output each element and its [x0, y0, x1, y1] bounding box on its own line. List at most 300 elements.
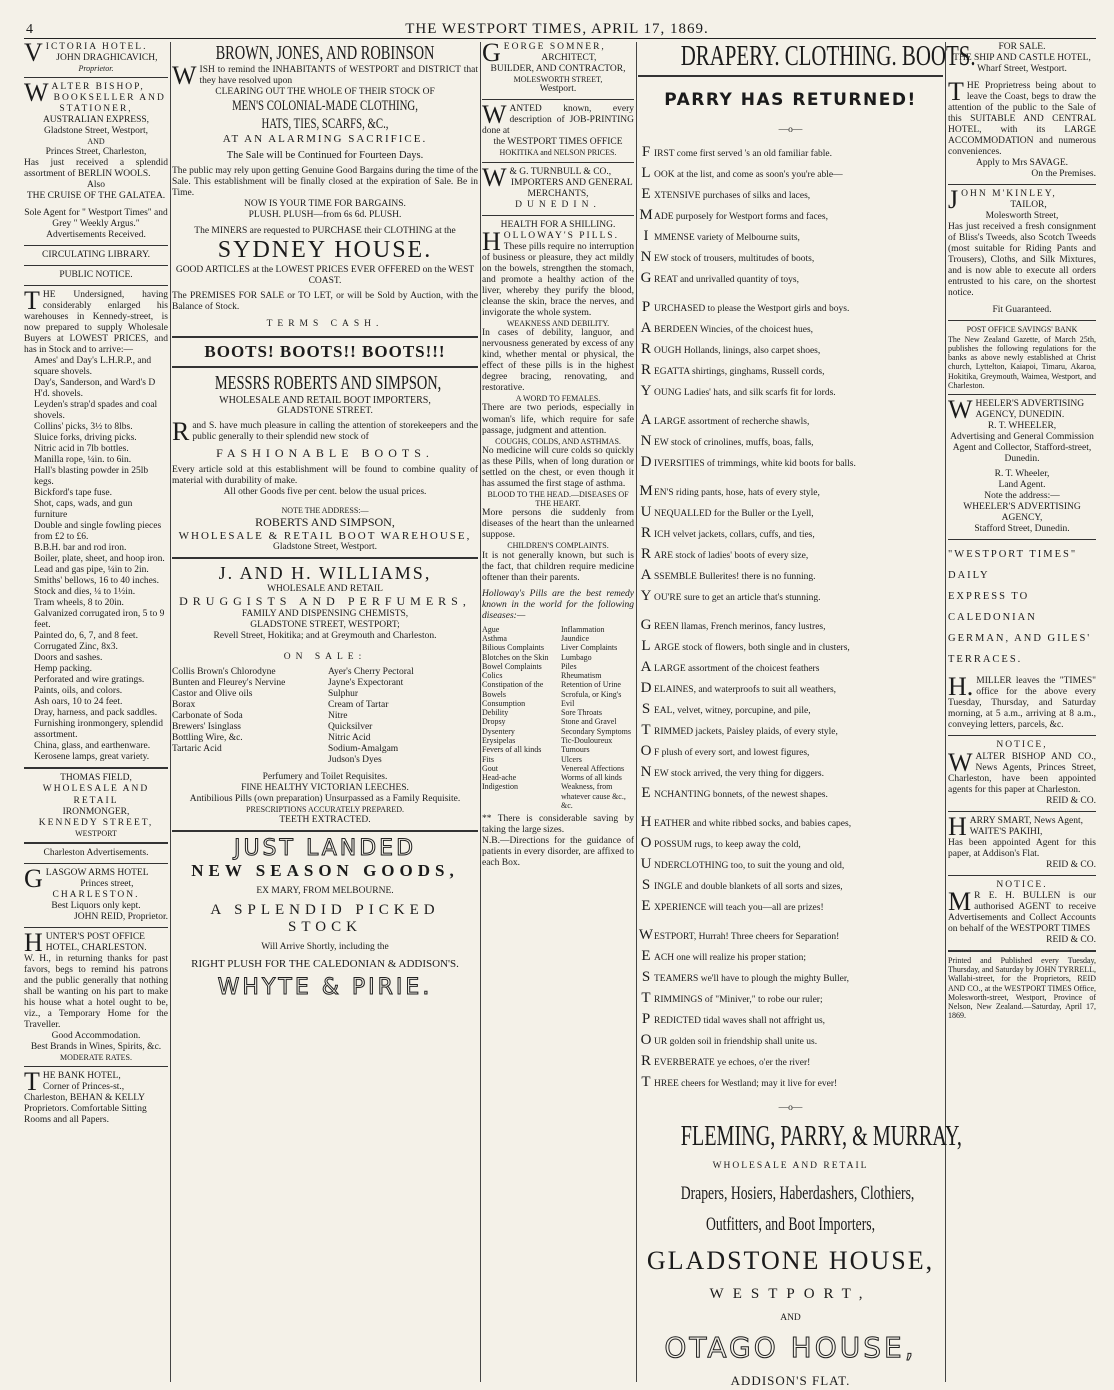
ad-text: GOOD ARTICLES at the LOWEST PRICES EVER OFFERED on the WEST COAST.	[175, 264, 475, 286]
column-5	[948, 42, 1096, 1388]
verse-text: NEQUALLED for the Buller or the Lyell,	[654, 508, 814, 519]
ad-text: TAILOR,	[1010, 200, 1047, 211]
ad-text: On the Premises.	[1031, 169, 1096, 180]
verse-line	[638, 764, 943, 785]
ad-text: More persons die suddenly from diseases of the heart than the unlearned suppose.	[482, 508, 634, 541]
stock-list	[24, 356, 168, 764]
list-item: Shot, caps, wads, and gun furniture	[34, 499, 133, 521]
ad-subheading: BLOOD TO THE HEAD.—DISEASES OF THE HEART.	[487, 489, 629, 509]
ad-text: R E. H. BULLEN is our authorised AGENT to receive Advertisements and Collect Accounts on behalf of the WESTPORT TIMES	[948, 890, 1096, 934]
verse-line	[638, 404, 943, 412]
ad-text: Molesworth Street,	[985, 211, 1059, 222]
ad-text: Has just received a splendid assortment of BERLIN WOOLS.	[24, 157, 168, 179]
ad-heading: HE BANK HOTEL,	[42, 1071, 121, 1082]
ad-text: NOTE THE ADDRESS:—	[281, 506, 369, 516]
list-item: Weakness, from whatever cause &c., &c.	[561, 782, 626, 810]
list-item: Secondary Symptoms	[561, 726, 631, 736]
walter-bishop-ad: WALTER BISHOP, BOOKSELLER AND STATIONER, AUSTRALIAN EXPRESS, Gladstone Street, Westport, AND Princes Street, Charleston, Has just received a splendid assortment of BERLIN WOOLS. Also THE CRUISE OF THE GALATEA. Sole Agent for " Westport Times" and Grey " Weekly Argus." Advertisements Received.	[24, 78, 168, 240]
verse-text: EW stock of trousers, multitudes of boots,	[654, 253, 815, 264]
verse-initial: U	[640, 503, 652, 520]
list-item: Nitric acid in 7lb bottles.	[34, 444, 129, 455]
ad-heading: ARRY SMART, News Agent, WAITE'S PAKIHI,	[969, 815, 1083, 837]
list-item: Lead and gas pipe, ¼in to 2in.	[34, 565, 149, 576]
ad-text: Gladstone Street, Westport.	[272, 542, 378, 553]
verse-text: EATHER and white ribbed socks, and babies capes,	[654, 818, 852, 829]
ad-text: No medicine will cure colds so quickly as these Pills, when of long duration or settled on the chest, or even though it has assumed the first stage of asthma.	[482, 445, 634, 489]
whyte-pirie-ad	[172, 836, 478, 1000]
ad-heading: WHYTE & PIRIE.	[217, 974, 433, 1000]
verse-initial	[638, 806, 654, 814]
list-item: Castor and Olive oils	[172, 689, 253, 700]
verse-line	[638, 1053, 943, 1074]
verse-initial: R	[640, 361, 651, 378]
masthead	[0, 0, 1114, 40]
list-item: China, glass, and earthenware.	[34, 741, 151, 752]
ad-text: TEETH EXTRACTED.	[279, 814, 371, 825]
list-item: Perforated and wire gratings.	[34, 675, 145, 686]
ad-text: Land Agent.	[998, 480, 1046, 491]
column-1	[24, 38, 168, 1388]
verse-line	[638, 806, 943, 814]
verse-initial: H	[640, 813, 652, 830]
verse-initial: R	[640, 340, 651, 357]
verse-line	[638, 567, 943, 588]
verse-initial: O	[640, 834, 652, 851]
harry-smart-ad: HARRY SMART, News Agent, WAITE'S PAKIHI, Has been appointed Agent for this paper, at Addison's Flat. REID & CO.	[948, 811, 1096, 870]
verse-text: NCHANTING bonnets, of the newest shapes.	[654, 789, 828, 800]
ad-text: N.B.—Directions for the guidance of patients in every disorder, are affixed to each Box.	[482, 836, 634, 869]
ad-subheading: HATS, TIES, SCARFS, &C.,	[261, 115, 389, 132]
verse-line	[638, 1032, 943, 1053]
ad-heading: J. AND H. WILLIAMS,	[218, 563, 432, 584]
drug-list-right	[328, 667, 478, 766]
hardware-notice: THE Undersigned, having considerably enlarged his warehouses in Kennedy-street, is now prepared to supply Wholesale Buyers at LOWEST PRICES, and has in Stock and to arrive:— Ames' and Day's L.H.R.P., and square shovels. Day's, Sanderson, and Ward's D H'd. shovels. Leyden's strap'd spades and coal shovels. Collins' picks, 3½ to 8lbs. Sluice forks, driving picks. Nitric acid in 7lb bottles. Manilla rope, ¼in. to 6in. Hall's blasting powder in 25lb kegs. Bickford's tape fuse. Shot, caps, wads, and gun furniture Double and single fowling pieces from £2 to £6. B.B.H. bar and rod iron. Boiler, plate, sheet, and hoop iron. Lead and gas pipe, ¼in to 2in. Smiths' bellows, 16 to 40 inches. Stock and dies, ¼ to 1½in. Tram wheels, 8 to 20in. Galvanized corrugated iron, 5 to 9 feet. Painted do, 6, 7, and 8 feet. Corrugated Zinc, 8x3. Doors and sashes. Hemp packing. Perforated and wire gratings. Paints, oils, and colors. Ash oars, 10 to 24 feet. Dray, harness, and pack saddles. Furnishing ironmongery, splendid assortment. China, glass, and earthenware. Kerosene lamps, great variety.	[24, 285, 168, 763]
ad-heading: NOTICE,	[996, 740, 1048, 751]
verse-initial: T	[641, 721, 651, 738]
verse-text: MMENSE variety of Melbourne suits,	[654, 232, 800, 243]
ad-subheading: FASHIONABLE BOOTS.	[216, 446, 434, 461]
ad-text: The MINERS are requested to PURCHASE their CLOTHING at the	[194, 226, 456, 237]
ad-text: HOKITIKA and NELSON PRICES.	[499, 148, 617, 158]
verse-text: TEAMERS we'll have to plough the mighty Buller,	[654, 973, 850, 984]
ad-text: HE Proprietress being about to leave the Coast, begs to draw the attention of the public to the Sale of this SUITABLE AND CENTRAL HOTEL, with its LARGE ACCOMMODATION and numerous conveniences.	[948, 81, 1096, 158]
list-item: Cream of Tartar	[328, 700, 389, 711]
list-item: Rheumatism	[561, 671, 602, 681]
verse-initial: D	[640, 453, 652, 470]
verse-initial: A	[640, 658, 652, 675]
list-item: Scrofula, or King's Evil	[561, 689, 622, 708]
williams-chemists-ad	[172, 563, 478, 825]
verse-initial	[638, 291, 654, 299]
ad-subheading: Outfitters, and Boot Importers,	[705, 1213, 876, 1235]
ad-heading: DRAPERY. CLOTHING. BOOTS.	[680, 40, 976, 72]
ad-text: MERCHANTS,	[527, 188, 589, 199]
verse-text: ARE stock of ladies' boots of every size,	[654, 550, 809, 561]
ad-heading: GERMAN, AND GILES' TERRACES.	[948, 633, 1092, 666]
ad-heading: MESSRS ROBERTS AND SIMPSON,	[214, 371, 442, 394]
ad-heading: GLADSTONE HOUSE,	[646, 1245, 935, 1275]
ad-text: Wharf Street, Westport.	[977, 64, 1067, 75]
verse-text: LARGE assortment of recherche shawls,	[654, 416, 810, 427]
ad-heading: NEW SEASON GOODS,	[191, 861, 459, 881]
ad-heading: JUST LANDED	[233, 835, 417, 861]
bank-hotel-ad: THE BANK HOTEL, Corner of Princes-st., Charleston, BEHAN & KELLY Proprietors. Comfortable Sitting Rooms and all Papers.	[24, 1071, 168, 1126]
verse-initial: W	[638, 926, 654, 943]
column-rule	[170, 42, 171, 1382]
list-item: Ash oars, 10 to 24 feet.	[34, 697, 123, 708]
ad-text: Has just received a fresh consignment of Bliss's Tweeds, also Scotch Tweeds (most suitable for Riding Pants and Trousers), Cloths, and Silk Mixtures, and is now able to execute all orders entrusted to his care, on the shortest notice.	[948, 222, 1096, 299]
ad-text: These pills require no interruption of business or pleasure, they act mildly on the bowels, strengthen the stomach, and promote a healthy action of the liver, whereby they purify the blood, cleanse the skin, brace the nerves, and invigorate the whole system.	[482, 241, 634, 318]
column-2	[172, 42, 478, 1388]
list-item: Painted do, 6, 7, and 8 feet.	[34, 631, 138, 642]
ad-text: KENNEDY STREET,	[38, 817, 154, 828]
verse-text	[654, 404, 943, 412]
verse-initial: U	[640, 855, 652, 872]
ad-subheading: MEN'S COLONIAL-MADE CLOTHING,	[232, 98, 418, 115]
ad-text: WHOLESALE AND RETAIL BOOT IMPORTERS,	[219, 394, 431, 406]
list-item: Collis Brown's Chlorodyne	[172, 667, 276, 678]
list-item: Sulphur	[328, 689, 359, 700]
list-item: Hemp packing.	[34, 664, 93, 675]
list-item: Leyden's strap'd spades and coal shovels.	[34, 399, 158, 421]
verse-line	[638, 483, 943, 504]
verse-initial: T	[641, 1073, 651, 1090]
ad-text: Princes Street, Charleston,	[45, 146, 147, 157]
list-item: Stone and Gravel	[561, 717, 617, 727]
verse-text: ARGE stock of flowers, both single and in clusters,	[654, 642, 850, 653]
ad-text: Revell Street, Hokitika; and at Greymouth and Charleston.	[213, 631, 437, 642]
list-item: Sore Throats	[561, 708, 602, 718]
verse-initial: E	[641, 784, 651, 801]
verse-line	[638, 1074, 943, 1095]
verse-initial: O	[640, 1031, 652, 1048]
ad-heading: FOR SALE.	[998, 42, 1046, 52]
ship-castle-ad: FOR SALE. THE SHIP AND CASTLE HOTEL, Wharf Street, Westport. THE Proprietress being about to leave the Coast, begs to draw the attention of the public to the Sale of this SUITABLE AND CENTRAL HOTEL, with its LARGE ACCOMMODATION and numerous conveniences. Apply to Mrs SAVAGE. On the Premises.	[948, 42, 1096, 180]
verse-text: EW stock of crinolines, muffs, boas, falls,	[654, 437, 814, 448]
list-item: Bickford's tape fuse.	[34, 488, 112, 499]
ad-heading: SYDNEY HOUSE.	[217, 237, 433, 264]
verse-line	[638, 743, 943, 764]
list-item: Blotches on the Skin	[482, 652, 549, 662]
ad-heading: OTAGO HOUSE,	[664, 1331, 917, 1365]
verse-initial: P	[641, 298, 651, 315]
verse-line	[638, 722, 943, 743]
list-item: Hall's blasting powder in 25lb kegs.	[34, 466, 149, 488]
list-item: Venereal Affections	[561, 763, 625, 773]
ad-text: JOHN REID, Proprietor.	[74, 911, 168, 922]
list-item: Boiler, plate, sheet, and hoop iron.	[34, 554, 165, 565]
george-somner-ad: GEORGE SOMNER, ARCHITECT, BUILDER, AND CONTRACTOR, MOLESWORTH STREET, Westport.	[482, 42, 634, 95]
ad-text: ISH to remind the INHABITANTS of WESTPORT and DISTRICT that they have resolved upon	[199, 65, 478, 87]
verse-line	[638, 814, 943, 835]
list-item: Erysipelas	[482, 735, 516, 745]
verse-line	[638, 990, 943, 1011]
ad-text: Advertisements Received.	[46, 229, 146, 240]
verse-initial: D	[640, 679, 652, 696]
verse-initial: P	[641, 1010, 651, 1027]
verse-initial: L	[641, 164, 651, 181]
verse-text: ICH velvet jackets, collars, cuffs, and ties,	[654, 529, 815, 540]
ad-subheading: A WORD TO FEMALES.	[515, 394, 601, 404]
ad-text: AUSTRALIAN EXPRESS,	[42, 115, 150, 126]
list-item: Collins' picks, 3½ to 8lbs.	[34, 421, 133, 432]
verse-initial: Y	[640, 382, 652, 399]
verse-initial: N	[640, 763, 652, 780]
list-item: Asthma	[482, 634, 507, 644]
ad-text: IMPORTERS AND GENERAL	[510, 177, 633, 188]
list-item: Carbonate of Soda	[172, 711, 243, 722]
verse-line	[638, 270, 943, 291]
ad-heading: UNTER'S POST OFFICE HOTEL, CHARLESTON.	[45, 931, 147, 953]
ad-subheading: HEALTH FOR A SHILLING.	[500, 219, 616, 230]
ad-text: GLADSTONE STREET.	[277, 406, 373, 417]
verse-line	[638, 320, 943, 341]
ad-text: ARCHITECT,	[541, 53, 597, 64]
verse-initial: F	[641, 143, 651, 160]
ad-text: ALTER BISHOP AND CO., News Agents, Princes Street, Charleston, have been appointed agents for this paper at Charleston.	[948, 751, 1096, 795]
verse-line	[638, 249, 943, 270]
verse-text: OOK at the list, and come as soon's you're able—	[654, 169, 843, 180]
ad-text: Fit Guaranteed.	[992, 305, 1052, 316]
list-item: Quicksilver	[328, 722, 373, 733]
verse-line	[638, 609, 943, 617]
list-item: Corrugated Zinc, 8x3.	[34, 642, 118, 653]
ad-text: RIGHT PLUSH FOR THE CALEDONIAN & ADDISON'S.	[191, 957, 459, 970]
ad-text: IRONMONGER,	[62, 806, 130, 817]
ad-subheading: Drapers, Hosiers, Haberdashers, Clothiers,	[680, 1183, 915, 1205]
verse-text: OUGH Hollands, linings, also carpet shoes,	[654, 345, 821, 356]
ad-text: W. H., in returning thanks for past favors, begs to remind his patrons and the public generally that nothing shall be wanting on his part to make his house what a hotel ought to be, viz., a Temporary Home for the Traveller.	[24, 953, 168, 1031]
list-item: B.B.H. bar and rod iron.	[34, 543, 127, 554]
verse-text	[654, 291, 943, 299]
list-item: Kerosene lamps, great variety.	[34, 752, 150, 763]
wheeler-agency-ad: WHEELER'S ADVERTISING AGENCY, DUNEDIN. R. T. WHEELER, Advertising and General Commission Agent and Collector, Stafford-street, Dunedin. R. T. Wheeler, Land Agent. Note the address:— WHEELER'S ADVERTISING AGENCY, Stafford Street, Dunedin.	[948, 399, 1096, 535]
thomas-field-ad	[24, 773, 168, 837]
list-item: Head-ache	[482, 773, 517, 783]
ad-heading: ICTORIA HOTEL.	[45, 42, 148, 52]
verse-text: F plush of every sort, and lowest figures,	[654, 747, 810, 758]
list-item: Nitric Acid	[328, 733, 371, 744]
list-item: Retention of Urine	[561, 680, 621, 690]
list-item: Borax	[172, 700, 196, 711]
ad-heading: THOMAS FIELD,	[60, 773, 132, 784]
verse-text	[654, 806, 943, 814]
verse-text: EN'S riding pants, hose, hats of every style,	[654, 487, 820, 498]
verse-text: EGATTA shirtings, ginghams, Russell cords,	[654, 366, 825, 377]
verse-initial: E	[641, 897, 651, 914]
ad-text: AND	[780, 1313, 801, 1324]
verse-line	[638, 835, 943, 856]
verse-text: IVERSITIES of trimmings, white kid boots for balls.	[654, 458, 856, 469]
newspaper-title: THE WESTPORT TIMES, APRIL 17, 1869.	[405, 21, 709, 37]
savings-bank-notice	[948, 325, 1096, 390]
ad-text: In cases of debility, languor, and nervousness generated by excess of any kind, whether mental or physical, the effect of these pills is in the highest degree bracing, renovating, and restorative.	[482, 328, 634, 394]
verse-line	[638, 588, 943, 609]
ad-text: R. T. WHEELER,	[987, 421, 1057, 432]
ad-heading: ALTER BISHOP,	[51, 82, 145, 93]
imprint: Printed and Published every Tuesday, Thursday, and Saturday by JOHN TYRRELL, Wallabi-street, for the Proprietors, REID AND CO., at the WESTPORT TIMES Office, Molesworth-street, Westport, Province of Nelson, New Zealand.—Saturday, April 17, 1869.	[948, 955, 1096, 1021]
roberts-simpson-ad: BOOTS! BOOTS!! BOOTS!!! MESSRS ROBERTS AND SIMPSON, WHOLESALE AND RETAIL BOOT IMPORTERS, GLADSTONE STREET. Rand S. have much pleasure in calling the attention of storekeepers and the public generally to their splendid new stock of FASHIONABLE BOOTS. Every article sold at this establishment will be found to combine quality of material with durability of make. All other Goods five per cent. below the usual prices. NOTE THE ADDRESS:— ROBERTS AND SIMPSON, WHOLESALE & RETAIL BOOT WAREHOUSE, Gladstone Street, Westport.	[172, 341, 478, 553]
verse-initial: O	[640, 742, 652, 759]
ad-text: Also	[87, 179, 105, 190]
ad-text: ** There is considerable saving by taking the large sizes.	[482, 814, 634, 836]
verse-initial: R	[640, 1052, 651, 1069]
list-item: Judson's Dyes	[328, 755, 382, 766]
bishop-agents-notice: NOTICE, WALTER BISHOP AND CO., News Agents, Princes Street, Charleston, have been appointed agents for this paper at Charleston. REID & CO.	[948, 740, 1096, 806]
list-item: Bunten and Fleurey's Nervine	[172, 678, 286, 689]
list-item: Sluice forks, driving picks.	[34, 433, 137, 443]
verse-initial: R	[640, 524, 651, 541]
list-item: Bowel Complaints	[482, 661, 542, 671]
ad-subheading: CHILDREN'S COMPLAINTS.	[507, 541, 609, 551]
ad-text: It is not generally known, but such is the fact, that children require medicine oftener than their parents.	[482, 550, 634, 583]
ad-text: CHARLESTON.	[52, 889, 140, 900]
verse-initial	[638, 919, 654, 927]
ad-text: ROBERTS AND SIMPSON,	[255, 514, 395, 529]
ad-text: FAMILY AND DISPENSING CHEMISTS,	[241, 609, 409, 620]
verse-text: OUNG Ladies' hats, and silk scarfs fit for lords.	[654, 387, 836, 398]
ad-subheading: DRUGGISTS AND PERFUMERS,	[179, 594, 471, 609]
verse-text: RIMMED jackets, Paisley plaids, of every style,	[654, 726, 838, 737]
verse-initial	[638, 475, 654, 483]
ad-text: WESTPORT,	[709, 1285, 872, 1302]
verse-line	[638, 383, 943, 404]
ad-text: and S. have much pleasure in calling the attention of storekeepers and the public generally to their splendid new stock of	[192, 421, 478, 443]
ad-text: GLADSTONE STREET, WESTPORT;	[250, 620, 400, 631]
verse-text: SSEMBLE Bullerites! there is no funning.	[654, 571, 816, 582]
ad-heading: THE SHIP AND CASTLE HOTEL,	[953, 53, 1091, 64]
verse-text: ADE purposely for Westport forms and faces,	[654, 211, 828, 222]
verse-initial: A	[640, 319, 652, 336]
ad-heading: LASGOW ARMS HOTEL	[45, 867, 149, 878]
list-item: Jaundice	[561, 634, 589, 644]
ad-text: PRESCRIPTIONS ACCURATELY PREPARED.	[246, 805, 404, 815]
verse-initial: S	[641, 876, 651, 893]
verse-initial: I	[643, 227, 649, 244]
ad-text: Antibilious Pills (own preparation) Unsurpassed as a Family Requisite.	[189, 794, 461, 805]
verse-line	[638, 165, 943, 186]
list-item: Tumours	[561, 745, 590, 755]
list-item: Furnishing ironmongery, splendid assortment.	[34, 719, 163, 741]
ad-heading: OLLOWAY'S PILLS.	[503, 230, 619, 241]
disease-list-right	[561, 625, 634, 810]
ad-text: Advertising and General Commission Agent and Collector, Stafford-street, Dunedin.	[950, 432, 1094, 465]
ad-text: HE Undersigned, having considerably enlarged his warehouses in Kennedy-street, is now prepared to supply Wholesale Buyers at LOWEST PRICES, and has in Stock and to arrive:—	[24, 289, 168, 355]
list-item: Ayer's Cherry Pectoral	[328, 667, 414, 678]
list-item: Tic-Douloureux	[561, 735, 613, 745]
ad-text: R. T. Wheeler,	[994, 469, 1050, 480]
ad-text: CLEARING OUT THE WHOLE OF THEIR STOCK OF	[215, 87, 435, 98]
verse-line	[638, 207, 943, 228]
verse-line	[638, 454, 943, 475]
verse-text: REDICTED tidal waves shall not affright us,	[654, 1015, 826, 1026]
verse-line	[638, 617, 943, 638]
ad-heading: FLEMING, PARRY, & MURRAY,	[680, 1120, 962, 1152]
ad-text: Good Accommodation.	[51, 1031, 141, 1042]
ad-text: NOW IS YOUR TIME FOR BARGAINS.	[244, 198, 406, 209]
verse-text: ESTPORT, Hurrah! Three cheers for Separation!	[654, 931, 840, 942]
verse-line	[638, 785, 943, 806]
ad-text: THE CRUISE OF THE GALATEA.	[26, 190, 166, 201]
verse-initial: T	[641, 989, 651, 1006]
verse-text: POSSUM rugs, to keep away the cold,	[654, 839, 801, 850]
verse-text: EVERBERATE ye echoes, o'er the river!	[654, 1057, 811, 1068]
ad-text: REID & CO.	[1046, 934, 1096, 945]
ad-text: Note the address:—	[984, 491, 1060, 502]
list-item: Lumbago	[561, 652, 592, 662]
verse-text	[654, 609, 943, 617]
verse-line	[638, 475, 943, 483]
verse-initial: G	[640, 616, 652, 633]
ad-text: BOOKSELLER AND STATIONER,	[53, 93, 166, 115]
list-item: Dysentery	[482, 726, 515, 736]
ad-subheading: WEAKNESS AND DEBILITY.	[506, 318, 610, 328]
ad-heading: "WESTPORT TIMES" DAILY	[948, 549, 1078, 582]
disease-list-left	[482, 625, 555, 810]
page-number: 4	[26, 22, 33, 37]
verse-line	[638, 144, 943, 165]
verse-initial: N	[640, 432, 652, 449]
list-item: Day's, Sanderson, and Ward's D H'd. shovels.	[34, 377, 156, 399]
ornament: —o—	[778, 124, 803, 135]
list-item: Worms of all kinds	[561, 773, 622, 783]
verse-line	[638, 877, 943, 898]
verse-text	[654, 919, 943, 927]
ad-text: WHOLESALE & RETAIL BOOT WAREHOUSE,	[178, 529, 472, 542]
section-heading: Charleston Advertisements.	[43, 847, 149, 858]
ad-text: BUILDER, AND CONTRACTOR,	[490, 64, 626, 75]
ad-text: Westport.	[539, 84, 577, 95]
ad-text: REID & CO.	[1046, 859, 1096, 870]
ad-text: Apply to Mrs SAVAGE.	[975, 158, 1069, 169]
list-item: Jayne's Expectorant	[328, 678, 404, 689]
verse-text	[654, 475, 943, 483]
ad-heading: OHN M'KINLEY,	[961, 189, 1057, 200]
ad-text: TERMS CASH.	[266, 318, 384, 329]
verse-initial: S	[641, 968, 651, 985]
verse-initial: E	[641, 947, 651, 964]
verse-text: ELAINES, and waterproofs to suit all weathers,	[654, 684, 837, 695]
list-item: Dray, harness, and pack saddles.	[34, 708, 158, 719]
list-item: Paints, oils, and colors.	[34, 686, 123, 697]
ad-text: MILLER leaves the "TIMES" office for the above every Tuesday, Thursday, and Saturday morning, at 5 a.m., arriving at 8 a.m., conveying letters, parcels, &c.	[948, 676, 1096, 731]
verse-text: URCHASED to please the Westport girls and boys.	[654, 303, 850, 314]
ad-subheading: COUGHS, COLDS, AND ASTHMAS.	[495, 436, 621, 446]
column-rule	[480, 42, 481, 1382]
ad-subheading: AT AN ALARMING SACRIFICE.	[222, 133, 428, 146]
acrostic-verse	[638, 144, 943, 1095]
list-item: Liver Complaints	[561, 643, 618, 653]
verse-line	[638, 362, 943, 383]
verse-line	[638, 638, 943, 659]
verse-text: RIMMINGS of "Miniver," to robe our ruler;	[654, 994, 823, 1005]
column-rule	[636, 42, 637, 1382]
ad-text: AND	[87, 137, 105, 147]
verse-line	[638, 186, 943, 207]
verse-initial: S	[641, 700, 651, 717]
verse-line	[638, 919, 943, 927]
list-item: Tartaric Acid	[172, 744, 222, 755]
ad-text: Stafford Street, Dunedin.	[974, 524, 1070, 535]
ad-text: Sole Agent for " Westport Times" and Grey " Weekly Argus."	[24, 207, 168, 229]
ad-text: Every article sold at this establishment will be found to combine quality of material with durability of make.	[172, 465, 478, 487]
turnbull-ad: W & G. TURNBULL & CO., IMPORTERS AND GENERAL MERCHANTS, DUNEDIN.	[482, 162, 633, 210]
verse-initial: M	[639, 206, 653, 223]
verse-text: LARGE assortment of the choicest feathers	[654, 663, 820, 674]
ad-text: WESTPORT	[75, 828, 117, 838]
verse-initial: M	[639, 482, 653, 499]
verse-text: ACH one will realize his proper station;	[654, 952, 806, 963]
